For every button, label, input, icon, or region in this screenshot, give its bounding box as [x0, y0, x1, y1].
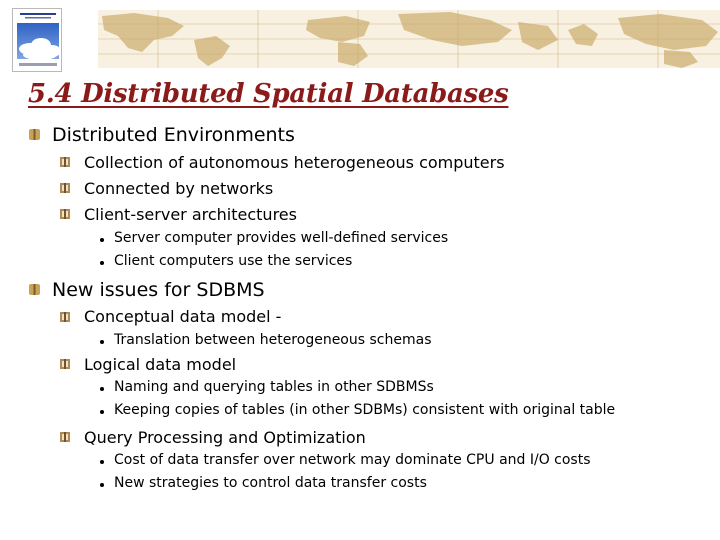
square-bullet-icon: [60, 312, 70, 322]
square-bullet-icon: [60, 157, 70, 167]
bullet-item: Conceptual data model -: [84, 307, 282, 326]
diamond-bullet-icon: [29, 284, 40, 295]
dot-bullet-icon: [100, 460, 104, 464]
bullet-item: Logical data model: [84, 355, 237, 374]
square-bullet-icon: [60, 432, 70, 442]
square-bullet-icon: [60, 183, 70, 193]
sub-bullet-item: Cost of data transfer over network may dominate CPU and I/O costs: [114, 452, 591, 468]
bullet-item: Connected by networks: [84, 179, 274, 198]
book-cover-logo: [12, 8, 62, 72]
bullet-item: Query Processing and Optimization: [84, 428, 366, 447]
section-heading-new-issues: New issues for SDBMS: [52, 279, 265, 301]
dot-bullet-icon: [100, 387, 104, 391]
diamond-bullet-icon: [29, 129, 40, 140]
sub-bullet-item: Translation between heterogeneous schemas: [114, 332, 432, 348]
section-heading-distributed-environments: Distributed Environments: [52, 124, 295, 146]
book-cover-footer: [19, 63, 57, 66]
slide-title: 5.4 Distributed Spatial Databases: [28, 79, 509, 109]
bullet-item: Collection of autonomous heterogeneous computers: [84, 153, 505, 172]
square-bullet-icon: [60, 359, 70, 369]
dot-bullet-icon: [100, 238, 104, 242]
header-banner: [0, 0, 720, 72]
sub-bullet-item: New strategies to control data transfer costs: [114, 475, 427, 491]
book-cover-sky: [17, 23, 59, 59]
dot-bullet-icon: [100, 340, 104, 344]
dot-bullet-icon: [100, 483, 104, 487]
sub-bullet-item: Naming and querying tables in other SDBMSs: [114, 379, 434, 395]
sub-bullet-item: Client computers use the services: [114, 253, 353, 269]
sub-bullet-item: Keeping copies of tables (in other SDBMs) consistent with original table: [114, 402, 616, 418]
dot-bullet-icon: [100, 261, 104, 265]
book-title-logo: [17, 12, 59, 20]
bullet-item: Client-server architectures: [84, 205, 297, 224]
dot-bullet-icon: [100, 410, 104, 414]
world-map-banner: [98, 10, 720, 68]
sub-bullet-item: Server computer provides well-defined services: [114, 230, 449, 246]
square-bullet-icon: [60, 209, 70, 219]
